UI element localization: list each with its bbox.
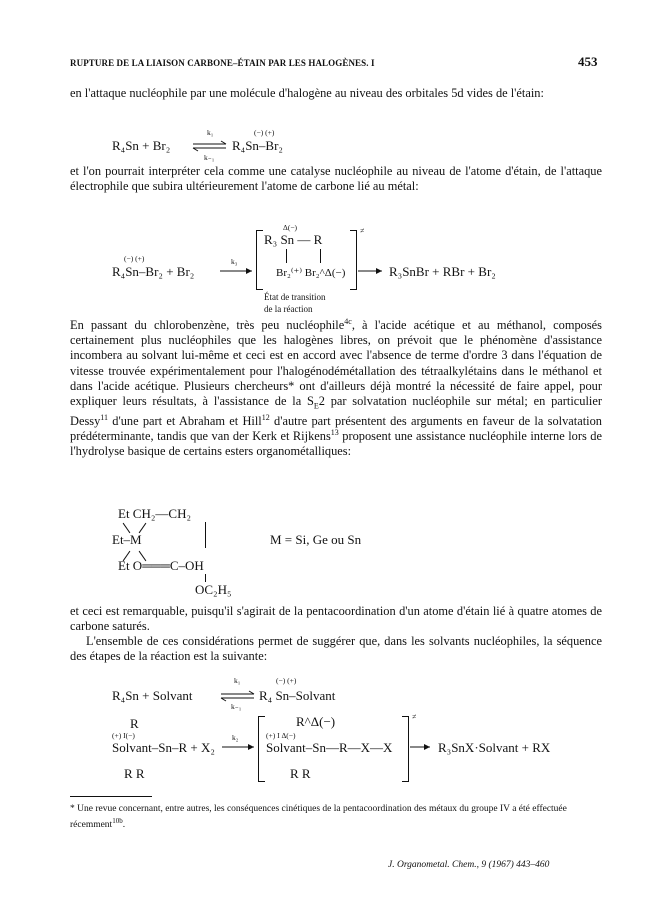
eq1-lhs: R₄Sn + Br₂ bbox=[112, 138, 171, 153]
struct-row-4: OC₂H₅ bbox=[195, 582, 232, 597]
eq4-ts-top: R^Δ(−) bbox=[296, 714, 336, 729]
eq4-top-r: R bbox=[130, 716, 139, 731]
ts-top-charge: Δ(−) bbox=[283, 223, 298, 232]
eq3-rhs: R₄ Sn–Solvant bbox=[259, 688, 336, 703]
metals-note: M = Si, Ge ou Sn bbox=[270, 532, 362, 547]
ts-row-2: Br₂⁽⁺⁾ Br₂^Δ(−) bbox=[276, 267, 346, 279]
ts2-left-bracket bbox=[258, 716, 265, 782]
equilibrium-arrow-icon bbox=[192, 140, 228, 152]
p3-text-c: 2 par solvatation nucléophile sur métal; en particulier Dessy bbox=[70, 394, 602, 428]
footnote-rule bbox=[70, 796, 152, 797]
paragraph-4: et ceci est remarquable, puisqu'il s'agirait de la pentacoordination d'un atome d'étain lié à quatre atomes de carbone saturés. bbox=[70, 604, 602, 634]
eq4-ts-row: Solvant–Sn—R—X—X bbox=[266, 740, 393, 755]
eq4-lhs: Solvant–Sn–R + X₂ bbox=[112, 740, 215, 755]
eq4-ts-charges: (+) I Δ(−) bbox=[266, 731, 296, 740]
eq2-k: k₃ bbox=[231, 257, 238, 266]
eq4-k: k₂ bbox=[232, 733, 239, 742]
ts-row-1: R₃ Sn — R bbox=[264, 232, 323, 247]
ts-bond-left bbox=[286, 249, 287, 263]
ref-4c: 4c bbox=[344, 316, 352, 326]
se-subscript: E bbox=[313, 401, 319, 411]
eq3-k-back: k₋₁ bbox=[231, 702, 242, 711]
eq4-bottom: R R bbox=[124, 766, 145, 781]
reaction-arrow-icon bbox=[222, 743, 256, 751]
eq4-ts-mark: ≠ bbox=[412, 712, 417, 721]
struct-row-1: Et CH₂—CH₂ bbox=[118, 506, 191, 521]
eq2-products: R₃SnBr + RBr + Br₂ bbox=[389, 264, 496, 279]
ref-13: 13 bbox=[330, 427, 339, 437]
eq4-charges: (+) I(−) bbox=[112, 731, 135, 740]
reaction-arrow-icon bbox=[358, 267, 384, 275]
struct-bond bbox=[205, 574, 206, 582]
running-title: RUPTURE DE LA LIAISON CARBONE–ÉTAIN PAR LES HALOGÈNES. I bbox=[70, 58, 375, 68]
ts-caption-2: de la réaction bbox=[264, 304, 313, 314]
footnote-text: * Une revue concernant, entre autres, les conséquences cinétiques de la pentacoordination des métaux du groupe IV a été effectuée récemment bbox=[70, 804, 567, 831]
journal-citation: J. Organometal. Chem., 9 (1967) 443–460 bbox=[388, 860, 550, 870]
equilibrium-arrow-icon bbox=[220, 690, 256, 702]
paragraph-5: L'ensemble de ces considérations permet de suggérer que, dans les solvants nucléophiles, la séquence des étapes de la réaction est la suivante: bbox=[70, 634, 602, 664]
eq2-lhs: R₄Sn–Br₂ + Br₂ bbox=[112, 264, 195, 279]
footnote: * Une revue concernant, entre autres, les conséquences cinétiques de la pentacoordination des métaux du groupe IV a été effectuée récemment$^{10b}$. bbox=[70, 804, 567, 831]
eq1-k-back: k₋₁ bbox=[204, 153, 215, 162]
page-number: 453 bbox=[578, 54, 598, 69]
ref-11: 11 bbox=[100, 412, 108, 422]
ts-caption-1: État de transition bbox=[264, 292, 326, 302]
eq1-rhs: R₄Sn–Br₂ bbox=[232, 138, 283, 153]
ref-10b: 10b bbox=[112, 817, 123, 825]
ts2-right-bracket bbox=[402, 716, 409, 782]
reaction-arrow-icon bbox=[220, 267, 254, 275]
ts-left-bracket bbox=[256, 230, 263, 290]
paragraph-2: et l'on pourrait interpréter cela comme une catalyse nucléophile au niveau de l'atome d'étain, de l'attaque électrophile que subira ultérieurement l'atome de carbone lié au métal: bbox=[70, 164, 602, 194]
struct-bond bbox=[205, 522, 206, 548]
p3-text-d: d'une part et Abraham et Hill bbox=[108, 413, 262, 428]
eq3-lhs: R₄Sn + Solvant bbox=[112, 688, 193, 703]
ts-right-bracket bbox=[350, 230, 357, 290]
eq4-ts-bottom: R R bbox=[290, 766, 311, 781]
eq1-k-forward: k₁ bbox=[207, 128, 214, 137]
p3-text-a: En passant du chlorobenzène, très peu nucléophile bbox=[70, 318, 345, 332]
paragraph-3 bbox=[70, 318, 602, 459]
reaction-arrow-icon bbox=[410, 743, 432, 751]
p3-text-b: , à l'acide acétique et au méthanol, composés certainement plus nucléophiles que les halogènes libres, on prévoit que le phénomène d'assistance incombera au solvant lui-même et ceci est en accord avec l'absence de terme d'ordre 3 dans l'équation de vitesse trouvée expérimentalement pour l'halogénodémétallation des tétraalkylétains dans le méthanol et dans l'acide acétique. Plusieurs chercheurs* ont d'ailleurs déjà montré la nécessité de faire appel, pour expliquer leurs résultats, à l'assistance de la S bbox=[70, 318, 603, 409]
ts-bond-right bbox=[320, 249, 321, 263]
p3-text-e: d'autre part présentent des arguments en faveur de la solvatation prédéterminante, tandis que van der Kerk et Rijkens bbox=[70, 413, 603, 443]
eq4-products: R₃SnX·Solvant + RX bbox=[438, 740, 551, 755]
paragraph-1: en l'attaque nucléophile par une molécule d'halogène au niveau des orbitales 5d vides de l'étain: bbox=[70, 86, 544, 100]
struct-row-2: Et–M bbox=[112, 532, 142, 547]
p3-text-f: proposent une assistance nucléophile interne lors de l'hydrolyse basique de certains esters organométalliques: bbox=[70, 428, 602, 459]
eq1-charges: (−) (+) bbox=[254, 128, 275, 137]
ts-mark: ≠ bbox=[360, 226, 365, 235]
eq3-charges: (−) (+) bbox=[276, 676, 297, 685]
struct-row-3: Et O═══C–OH bbox=[118, 558, 204, 573]
ref-12: 12 bbox=[261, 412, 270, 422]
eq2-charges: (−) (+) bbox=[124, 254, 145, 263]
eq3-k-forward: k₁ bbox=[234, 676, 241, 685]
